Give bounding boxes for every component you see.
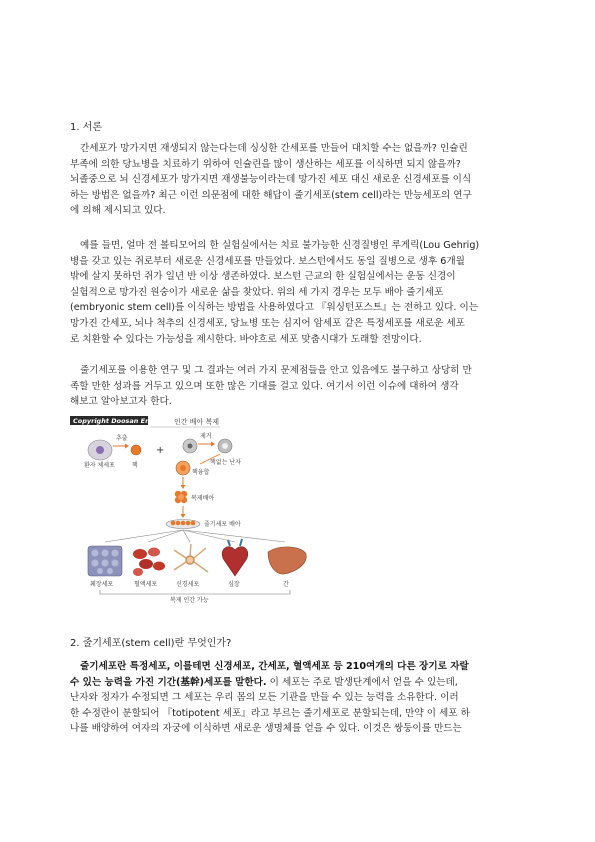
figure-title: 인간 배아 복제 [174, 418, 220, 426]
section1-heading: 1. 서론 [70, 122, 103, 133]
definition-bold-text-2: 수 있는 능력을 가진 기간(基幹)세포를 말한다. [70, 676, 267, 688]
label-somatic-cell: 환자 체세포 [84, 462, 115, 469]
text-line: 간세포가 망가지면 재생되지 않는다는데 싱싱한 간세포를 만들어 대치할 수는 없을까? 인슐린 [80, 143, 468, 154]
label-pancreas: 췌장세포 [90, 581, 114, 588]
cloning-diagram [70, 416, 330, 606]
text-line: 망가진 간세포, 뇌나 척추의 신경세포, 당뇨병 또는 심지어 암세포 같은 특정세포를 새로운 세포 [70, 317, 465, 329]
label-blood: 혈액세포 [134, 581, 158, 588]
label-extract: 추출 [116, 435, 128, 442]
text-line: 나를 배양하여 여자의 자궁에 이식하면 새로운 생명체를 얻을 수 있다. 이것은 쌍둥이를 만드는 [70, 723, 462, 735]
text-line [70, 659, 528, 675]
intro-paragraph-1 [70, 141, 528, 219]
liver-icon [268, 547, 306, 574]
definition-bold-text: 줄기세포란 특정세포, 이를테면 신경세포, 간세포, 혈액세포 등 210여개의 다른 장기로 자랄 [80, 661, 469, 672]
label-clone-possible: 복제 인간 가능 [170, 597, 209, 604]
label-egg: 핵없는 난자 [210, 459, 241, 466]
nerve-cell-icon [174, 544, 208, 572]
text-line: 밖에 살지 못하던 쥐가 일년 반 이상 생존하였다. 보스턴 근교의 한 실험실에서는 운동 신경이 [70, 271, 456, 283]
label-cloned-embryo: 복제배아 [191, 495, 215, 502]
somatic-nucleus-icon [96, 446, 104, 454]
label-remove: 제거 [200, 433, 212, 440]
text-line: 한 수정란이 분할되어 『totipotent 세포』라고 부르는 줄기세포로 분할되는데, 만약 이 세포 하 [70, 707, 470, 719]
intro-paragraph-2 [70, 238, 528, 347]
label-fusion: 핵융합 [192, 469, 210, 476]
text-line: 병을 갖고 있는 쥐로부터 새로운 신경세포를 만들었다. 보스턴에서도 동일 질병으로 생후 6개월 [70, 255, 465, 267]
cloned-embryo-icon [175, 491, 187, 503]
arrow-head-icon [125, 444, 129, 449]
text-line: 예를 들면, 얼마 전 볼티모어의 한 실험실에서는 치료 불가능한 신경질병인 루게릭(Lou Gehrig) [80, 240, 480, 251]
label-nucleus: 핵 [132, 462, 138, 469]
section2-heading: 2. 줄기세포(stem cell)란 무엇인가? [70, 638, 232, 649]
plus-sign: + [156, 445, 165, 456]
heart-icon [222, 539, 248, 576]
copyright-text: Copyright Doosan Encyber [73, 417, 171, 425]
label-nerve: 신경세포 [176, 581, 200, 588]
text-line [70, 675, 528, 691]
label-stem-cell-embryo: 줄기세포 배아 [204, 521, 241, 528]
text-line: 족할 만한 성과를 거두고 있으며 또한 많은 기대를 걸고 있다. 여기서 이런 이슈에 대하여 생각 [70, 380, 459, 392]
text-line: 부족에 의한 당뇨병을 치료하기 위하여 인슐린을 많이 생산하는 세포를 이식하면 되지 않을까? [70, 158, 461, 170]
text-line: 해보고 알아보고자 한다. [70, 396, 172, 408]
label-liver: 간 [283, 581, 289, 588]
text-line: 실험적으로 망가진 원숭이가 새로운 삶을 찾았다. 위의 세 가지 경우는 모두 배아 줄기세포 [70, 286, 444, 298]
intro-paragraph-3 [70, 363, 528, 410]
pancreas-cells-icon [88, 546, 122, 576]
text-line: 하는 방법은 없을까? 최근 이런 의문점에 대한 해답이 줄기세포(stem cell)라는 만능세포의 연구 [70, 189, 472, 201]
text-line: (embryonic stem cell)를 이식하는 방법을 사용하였다고 『워싱턴포스트』는 전하고 있다. 이는 [70, 302, 479, 314]
nucleus-icon [131, 445, 141, 455]
text-line: 에 의해 제시되고 있다. [70, 205, 166, 217]
arrow-head-icon [211, 442, 215, 447]
blood-cells-icon [133, 548, 165, 577]
embryo-cloning-figure [70, 416, 330, 606]
label-heart: 심장 [228, 581, 240, 588]
text-line: 뇌졸중으로 뇌 신경세포가 망가지면 재생불능이라는데 망가진 세포 대신 새로운 신경세포를 이식 [70, 174, 472, 186]
text-line: 난자와 정자가 수정되면 그 세포는 우리 몸의 모든 기관을 만들 수 있는 능력을 소유한다. 이러 [70, 692, 459, 704]
definition-tail-text: 이 세포는 주로 발생단계에서 얻을 수 있는데, [266, 676, 458, 688]
bracket-line [100, 590, 290, 594]
text-line: 로 치환할 수 있다는 가능성을 제시한다. 바야흐로 세포 맞춤시대가 도래할 전망이다. [70, 333, 422, 345]
section2-paragraph [70, 659, 528, 737]
text-line: 줄기세포를 이용한 연구 및 그 결과는 여러 가지 문제점들을 안고 있음에도 불구하고 상당히 만 [80, 365, 472, 376]
stem-cell-dish-icon [166, 520, 200, 529]
